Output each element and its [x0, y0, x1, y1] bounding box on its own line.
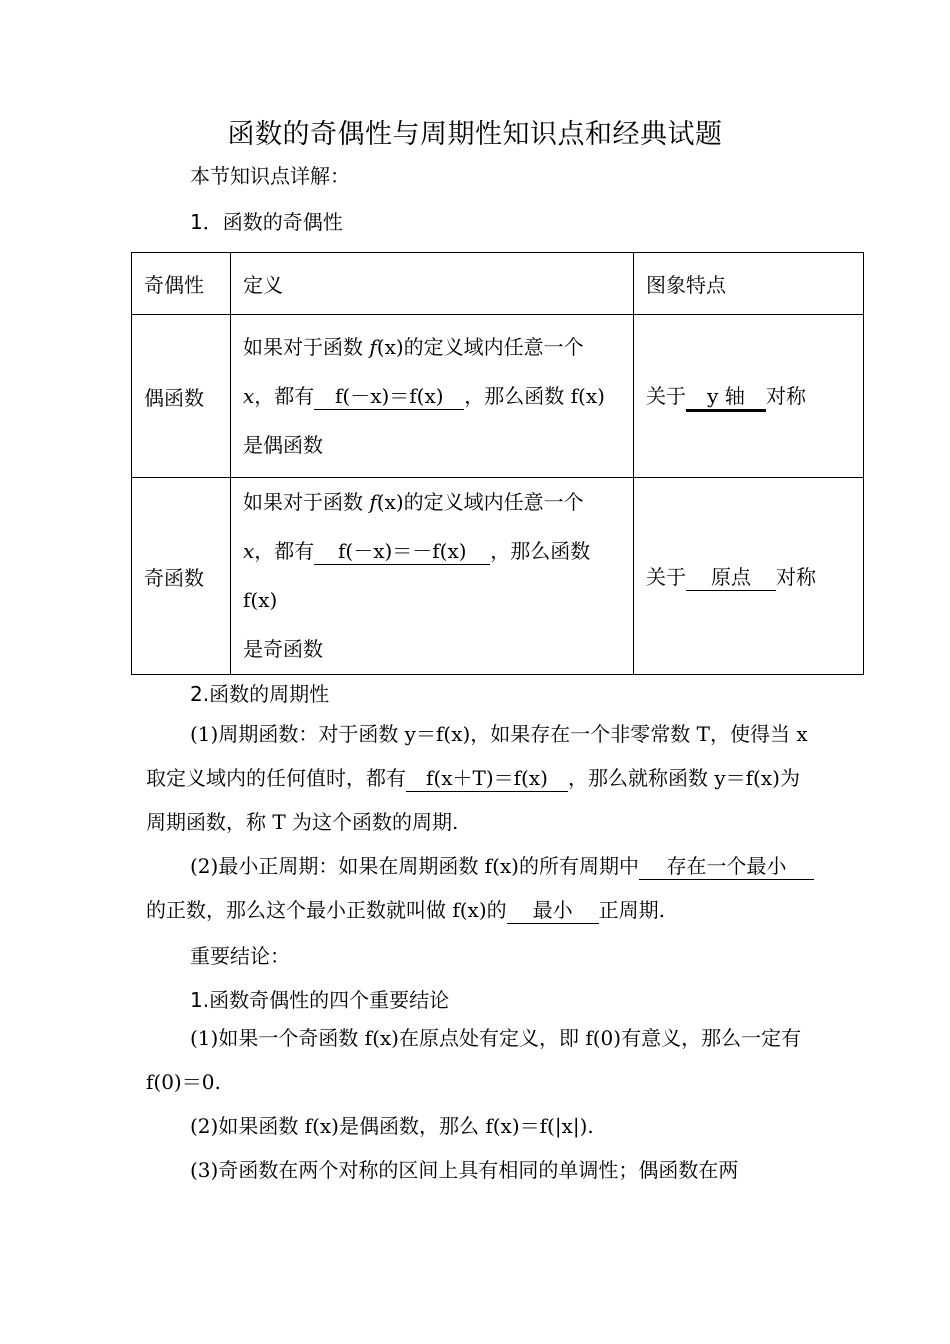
table-row-odd	[132, 478, 864, 675]
definition-text: 的定义域内任意一个	[403, 334, 584, 359]
math-x: x	[243, 383, 255, 408]
table-header-cell: 图象特点	[634, 253, 864, 315]
paragraph-text: 正周期.	[598, 898, 666, 922]
table-row-even	[132, 315, 864, 478]
fill-blank-odd-condition: f(－x)＝－f(x)	[314, 538, 490, 565]
even-function-feature	[634, 315, 864, 478]
table-header-row	[132, 253, 864, 315]
fill-blank-periodic-condition: f(x＋T)＝f(x)	[406, 765, 568, 792]
fill-blank-smallest: 最小	[507, 897, 599, 924]
math-x: x	[243, 539, 255, 563]
paragraph-text: (1)周期函数：对于函数 y＝f(x)，如果存在一个非零常数 T，使得当 x 取定义域内的任何值时，都有	[146, 722, 808, 790]
conclusion-1: (1)如果一个奇函数 f(x)在原点处有定义，即 f(0)有意义，那么一定有 f(0)＝0.	[146, 1026, 802, 1094]
subheading-periodicity: 2.函数的周期性	[190, 682, 330, 706]
periodic-function-paragraph	[146, 712, 814, 844]
definition-text: 如果对于函数	[243, 334, 370, 359]
definition-line	[243, 323, 621, 372]
paragraph-text: 的正数，那么这个最小正数就叫做 f(x)的	[146, 898, 507, 922]
feature-text: 关于	[646, 384, 686, 408]
feature-text: 关于	[646, 565, 686, 589]
conclusion-2: (2)如果函数 f(x)是偶函数，那么 f(x)＝f(|x|).	[190, 1114, 594, 1138]
subheading-parity-conclusions: 1.函数奇偶性的四个重要结论	[190, 988, 450, 1012]
feature-text: 对称	[776, 565, 816, 589]
definition-text: ，都有	[254, 383, 315, 408]
table-header-cell: 奇偶性	[132, 253, 231, 315]
section-heading-knowledge: 本节知识点详解：	[190, 164, 350, 188]
definition-text: 如果对于函数	[243, 490, 370, 514]
even-function-name: 偶函数	[132, 315, 231, 478]
definition-text: 的定义域内任意一个	[403, 490, 584, 514]
table-header-cell: 定义	[231, 253, 634, 315]
odd-function-feature	[634, 478, 864, 675]
even-function-definition	[231, 315, 634, 478]
odd-function-name: 奇函数	[132, 478, 231, 675]
math-f: f	[369, 334, 377, 359]
fill-blank-minimum: 存在一个最小	[639, 853, 814, 880]
definition-line	[243, 372, 621, 421]
fill-blank-even-symmetry: y 轴	[686, 383, 766, 412]
paragraph-text: (2)最小正周期：如果在周期函数 f(x)的所有周期中	[190, 854, 639, 878]
definition-line: 是偶函数	[243, 432, 323, 457]
conclusion-3: (3)奇函数在两个对称的区间上具有相同的单调性；偶函数在两	[190, 1158, 739, 1182]
section-heading-conclusions: 重要结论：	[190, 944, 290, 968]
subheading-parity: 1．函数的奇偶性	[190, 210, 343, 234]
fill-blank-even-condition: f(－x)＝f(x)	[314, 383, 464, 410]
page-title: 函数的奇偶性与周期性知识点和经典试题	[227, 119, 723, 150]
definition-line: 是奇函数	[243, 637, 323, 661]
feature-text: 对称	[766, 384, 806, 408]
definition-line	[243, 527, 621, 625]
math-f: f	[369, 490, 377, 514]
math-arg: (x)	[376, 334, 404, 359]
minimum-period-paragraph	[146, 844, 814, 932]
definition-text: ，那么函数 f(x)	[464, 383, 605, 408]
parity-table	[131, 252, 864, 675]
paragraph-text: ，那么就称函数 y＝f(x)为周期函数，称 T 为这个函数的周期.	[146, 766, 800, 834]
definition-line	[243, 478, 621, 527]
math-arg: (x)	[376, 490, 404, 514]
definition-text: ，都有	[254, 539, 315, 563]
odd-function-definition	[231, 478, 634, 675]
definition-text: ，那么函数 f(x)	[243, 539, 591, 612]
fill-blank-odd-symmetry: 原点	[686, 564, 776, 591]
